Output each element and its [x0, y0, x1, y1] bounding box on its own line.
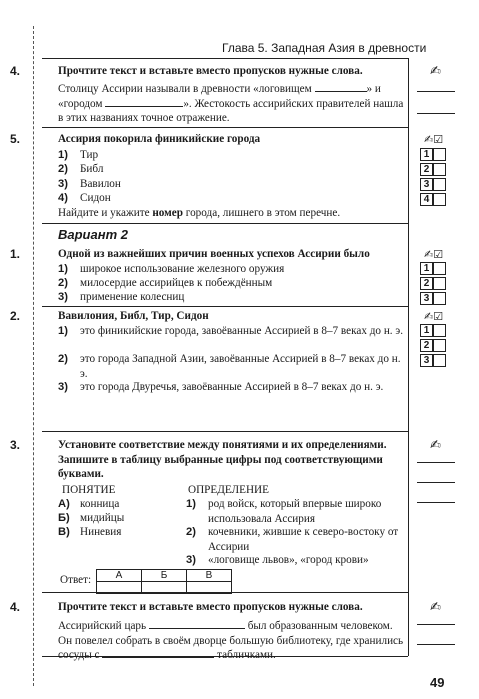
instruction: Найдите и укажите номер города, лишнего в этом перечне.	[58, 207, 341, 219]
option: 2) милосердие ассирийцев к побеждённым	[58, 277, 273, 289]
divider	[42, 127, 408, 128]
divider	[42, 58, 408, 59]
answer-boxes[interactable]: 1 2 3	[420, 262, 433, 307]
column-head: ПОНЯТИЕ	[62, 484, 116, 496]
question-number: 5.	[10, 132, 21, 146]
answer-table[interactable]	[96, 569, 232, 594]
table-head: Б	[142, 570, 187, 582]
answer-line[interactable]	[417, 624, 455, 625]
answer-cell[interactable]	[142, 582, 187, 594]
question-text: Ассирия покорила финикийские города	[58, 133, 261, 145]
question-number: 1.	[10, 247, 21, 261]
term: А) конница	[58, 498, 120, 510]
divider	[42, 306, 408, 307]
pen-icon: ✍	[430, 438, 441, 453]
answer-cell[interactable]	[187, 582, 232, 594]
answer-line[interactable]	[417, 113, 455, 114]
pen-check-icon: ✍☑	[424, 133, 444, 146]
fill-text	[58, 619, 404, 663]
option: 2) Библ	[58, 163, 104, 175]
term: В) Ниневия	[58, 526, 122, 538]
divider	[42, 223, 408, 224]
page-number: 49	[430, 675, 445, 690]
answer-line[interactable]	[417, 462, 455, 463]
answer-line[interactable]	[417, 482, 455, 483]
blank-field[interactable]	[149, 628, 245, 629]
answer-boxes[interactable]: 1 2 3 4	[420, 148, 433, 208]
fill-text	[58, 82, 404, 126]
answer-line[interactable]	[417, 91, 455, 92]
definition: 1) род войск, который впервые широко использовала Ассирия	[186, 498, 382, 525]
divider	[42, 431, 408, 432]
question-number: 2.	[10, 309, 21, 323]
question-text: Одной из важнейших причин военных успехов Ассирии было	[58, 248, 370, 260]
question-text: Вавилония, Библ, Тир, Сидон	[58, 310, 209, 322]
definition: 2) кочевники, жившие к северо-востоку от Ассирии	[186, 526, 399, 553]
option: 4) Сидон	[58, 192, 111, 204]
table-head: В	[187, 570, 232, 582]
question-text: Установите соответствие между понятиями и их определениями. Запишите в таблицу выбранные цифры под соответствующими буквами.	[58, 439, 387, 480]
answer-label: Ответ:	[60, 574, 92, 586]
question-number: 3.	[10, 438, 21, 452]
pen-check-icon: ✍☑	[424, 248, 444, 261]
option: 2) это города Западной Азии, завоёванные Ассирией в 8–7 веках до н. э.	[58, 353, 401, 380]
answer-cell[interactable]	[97, 582, 142, 594]
text-part: Столицу Ассирии называли в древности «логовищем	[58, 83, 312, 95]
answer-line[interactable]	[417, 502, 455, 503]
pen-check-icon: ✍☑	[424, 310, 444, 323]
question-text: Прочтите текст и вставьте вместо пропусков нужные слова.	[58, 601, 363, 613]
cut-line	[33, 26, 34, 686]
margin-rule	[408, 58, 409, 656]
answer-boxes[interactable]: 1 2 3	[420, 324, 433, 369]
text-part: Ассирийский царь	[58, 620, 147, 632]
answer-line[interactable]	[417, 644, 455, 645]
column-head: ОПРЕДЕЛЕНИЕ	[188, 484, 269, 496]
definition: 3) «логовище львов», «город крови»	[186, 554, 369, 566]
text-part: табличками.	[217, 649, 276, 661]
text-part: ». Жестокость ассирийских правителей нашла в этих названиях точное отражение.	[58, 97, 404, 124]
pen-icon: ✍	[430, 64, 441, 79]
pen-icon: ✍	[430, 600, 441, 615]
option: 3) применение колесниц	[58, 291, 185, 303]
table-head: А	[97, 570, 142, 582]
question-number: 4.	[10, 64, 21, 78]
option: 1) широкое использование железного оружия	[58, 263, 285, 275]
text-part: » и «городом	[58, 83, 381, 110]
option: 1) это финикийские города, завоёванные Ассирией в 8–7 веках до н. э.	[58, 325, 403, 337]
option: 1) Тир	[58, 149, 99, 161]
question-number: 4.	[10, 600, 21, 614]
option: 3) Вавилон	[58, 178, 121, 190]
term: Б) мидийцы	[58, 512, 125, 524]
variant-title: Вариант 2	[58, 227, 128, 242]
question-text: Прочтите текст и вставьте вместо пропусков нужные слова.	[58, 65, 363, 77]
text-part: был образованным человеком. Он повелел собрать в своём дворце большую библиотеку, где хранились сосуды с	[58, 620, 404, 661]
option: 3) это города Двуречья, завоёванные Ассирией в 8–7 веках до н. э.	[58, 381, 384, 393]
chapter-header: Глава 5. Западная Азия в древности	[222, 41, 427, 55]
blank-field[interactable]	[102, 657, 214, 658]
blank-field[interactable]	[315, 91, 367, 92]
blank-field[interactable]	[105, 106, 183, 107]
